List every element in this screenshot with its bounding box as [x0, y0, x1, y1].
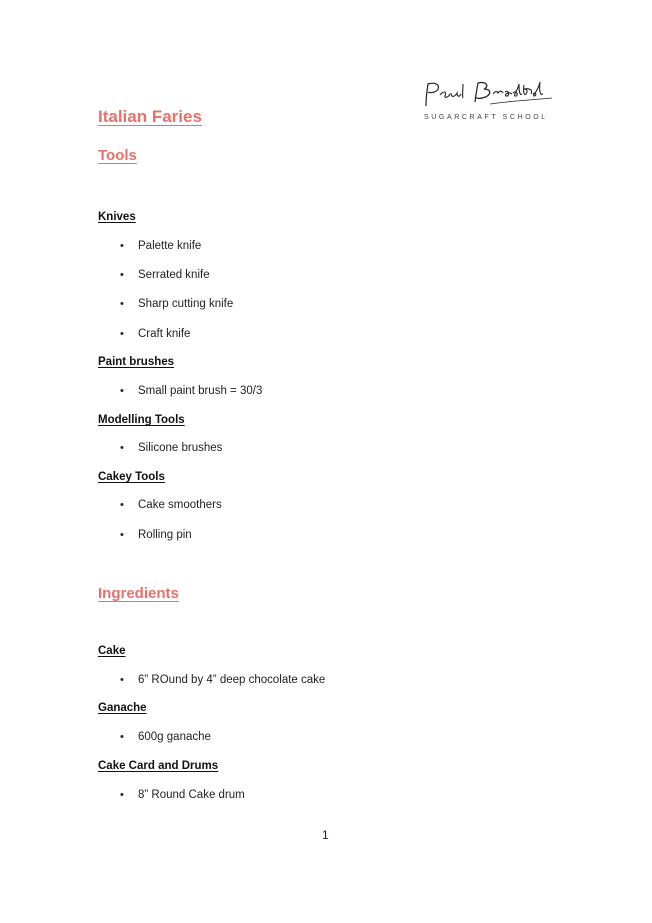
group-heading-cakey-tools: Cakey Tools	[98, 471, 165, 483]
school-logo	[420, 80, 560, 128]
bullet-icon: •	[120, 240, 124, 252]
list-item: • Serrated knife	[120, 269, 210, 281]
bullet-icon: •	[120, 674, 124, 686]
list-item: • 6” ROund by 4” deep chocolate cake	[120, 674, 326, 686]
section-heading-ingredients: Ingredients	[98, 585, 179, 602]
group-heading-ganache: Ganache	[98, 702, 147, 714]
group-heading-knives: Knives	[98, 211, 136, 223]
logo-subtitle: SUGARCRAFT SCHOOL	[424, 114, 548, 121]
list-item: • Silicone brushes	[120, 442, 223, 454]
group-heading-cake-card-and-drums: Cake Card and Drums	[98, 760, 219, 772]
bullet-icon: •	[120, 269, 124, 281]
list-item: • Palette knife	[120, 240, 202, 252]
bullet-icon: •	[120, 328, 124, 340]
bullet-icon: •	[120, 499, 124, 511]
page-number: 1	[322, 828, 329, 842]
list-item: • Craft knife	[120, 328, 191, 340]
bullet-icon: •	[120, 298, 124, 310]
bullet-icon: •	[120, 385, 124, 397]
bullet-icon: •	[120, 442, 124, 454]
list-item: • 8” Round Cake drum	[120, 789, 245, 801]
bullet-icon: •	[120, 789, 124, 801]
document-title: Italian Faries	[98, 107, 202, 126]
section-heading-tools: Tools	[98, 147, 137, 164]
list-item: • Small paint brush = 30/3	[120, 385, 263, 397]
group-heading-modelling-tools: Modelling Tools	[98, 414, 185, 426]
list-item: • 600g ganache	[120, 731, 211, 743]
list-item: • Cake smoothers	[120, 499, 222, 511]
group-heading-paint-brushes: Paint brushes	[98, 356, 175, 368]
list-item: • Sharp cutting knife	[120, 298, 234, 310]
list-item: • Rolling pin	[120, 529, 192, 541]
bullet-icon: •	[120, 731, 124, 743]
group-heading-cake: Cake	[98, 645, 126, 657]
bullet-icon: •	[120, 529, 124, 541]
signature-logo-icon	[420, 80, 556, 112]
